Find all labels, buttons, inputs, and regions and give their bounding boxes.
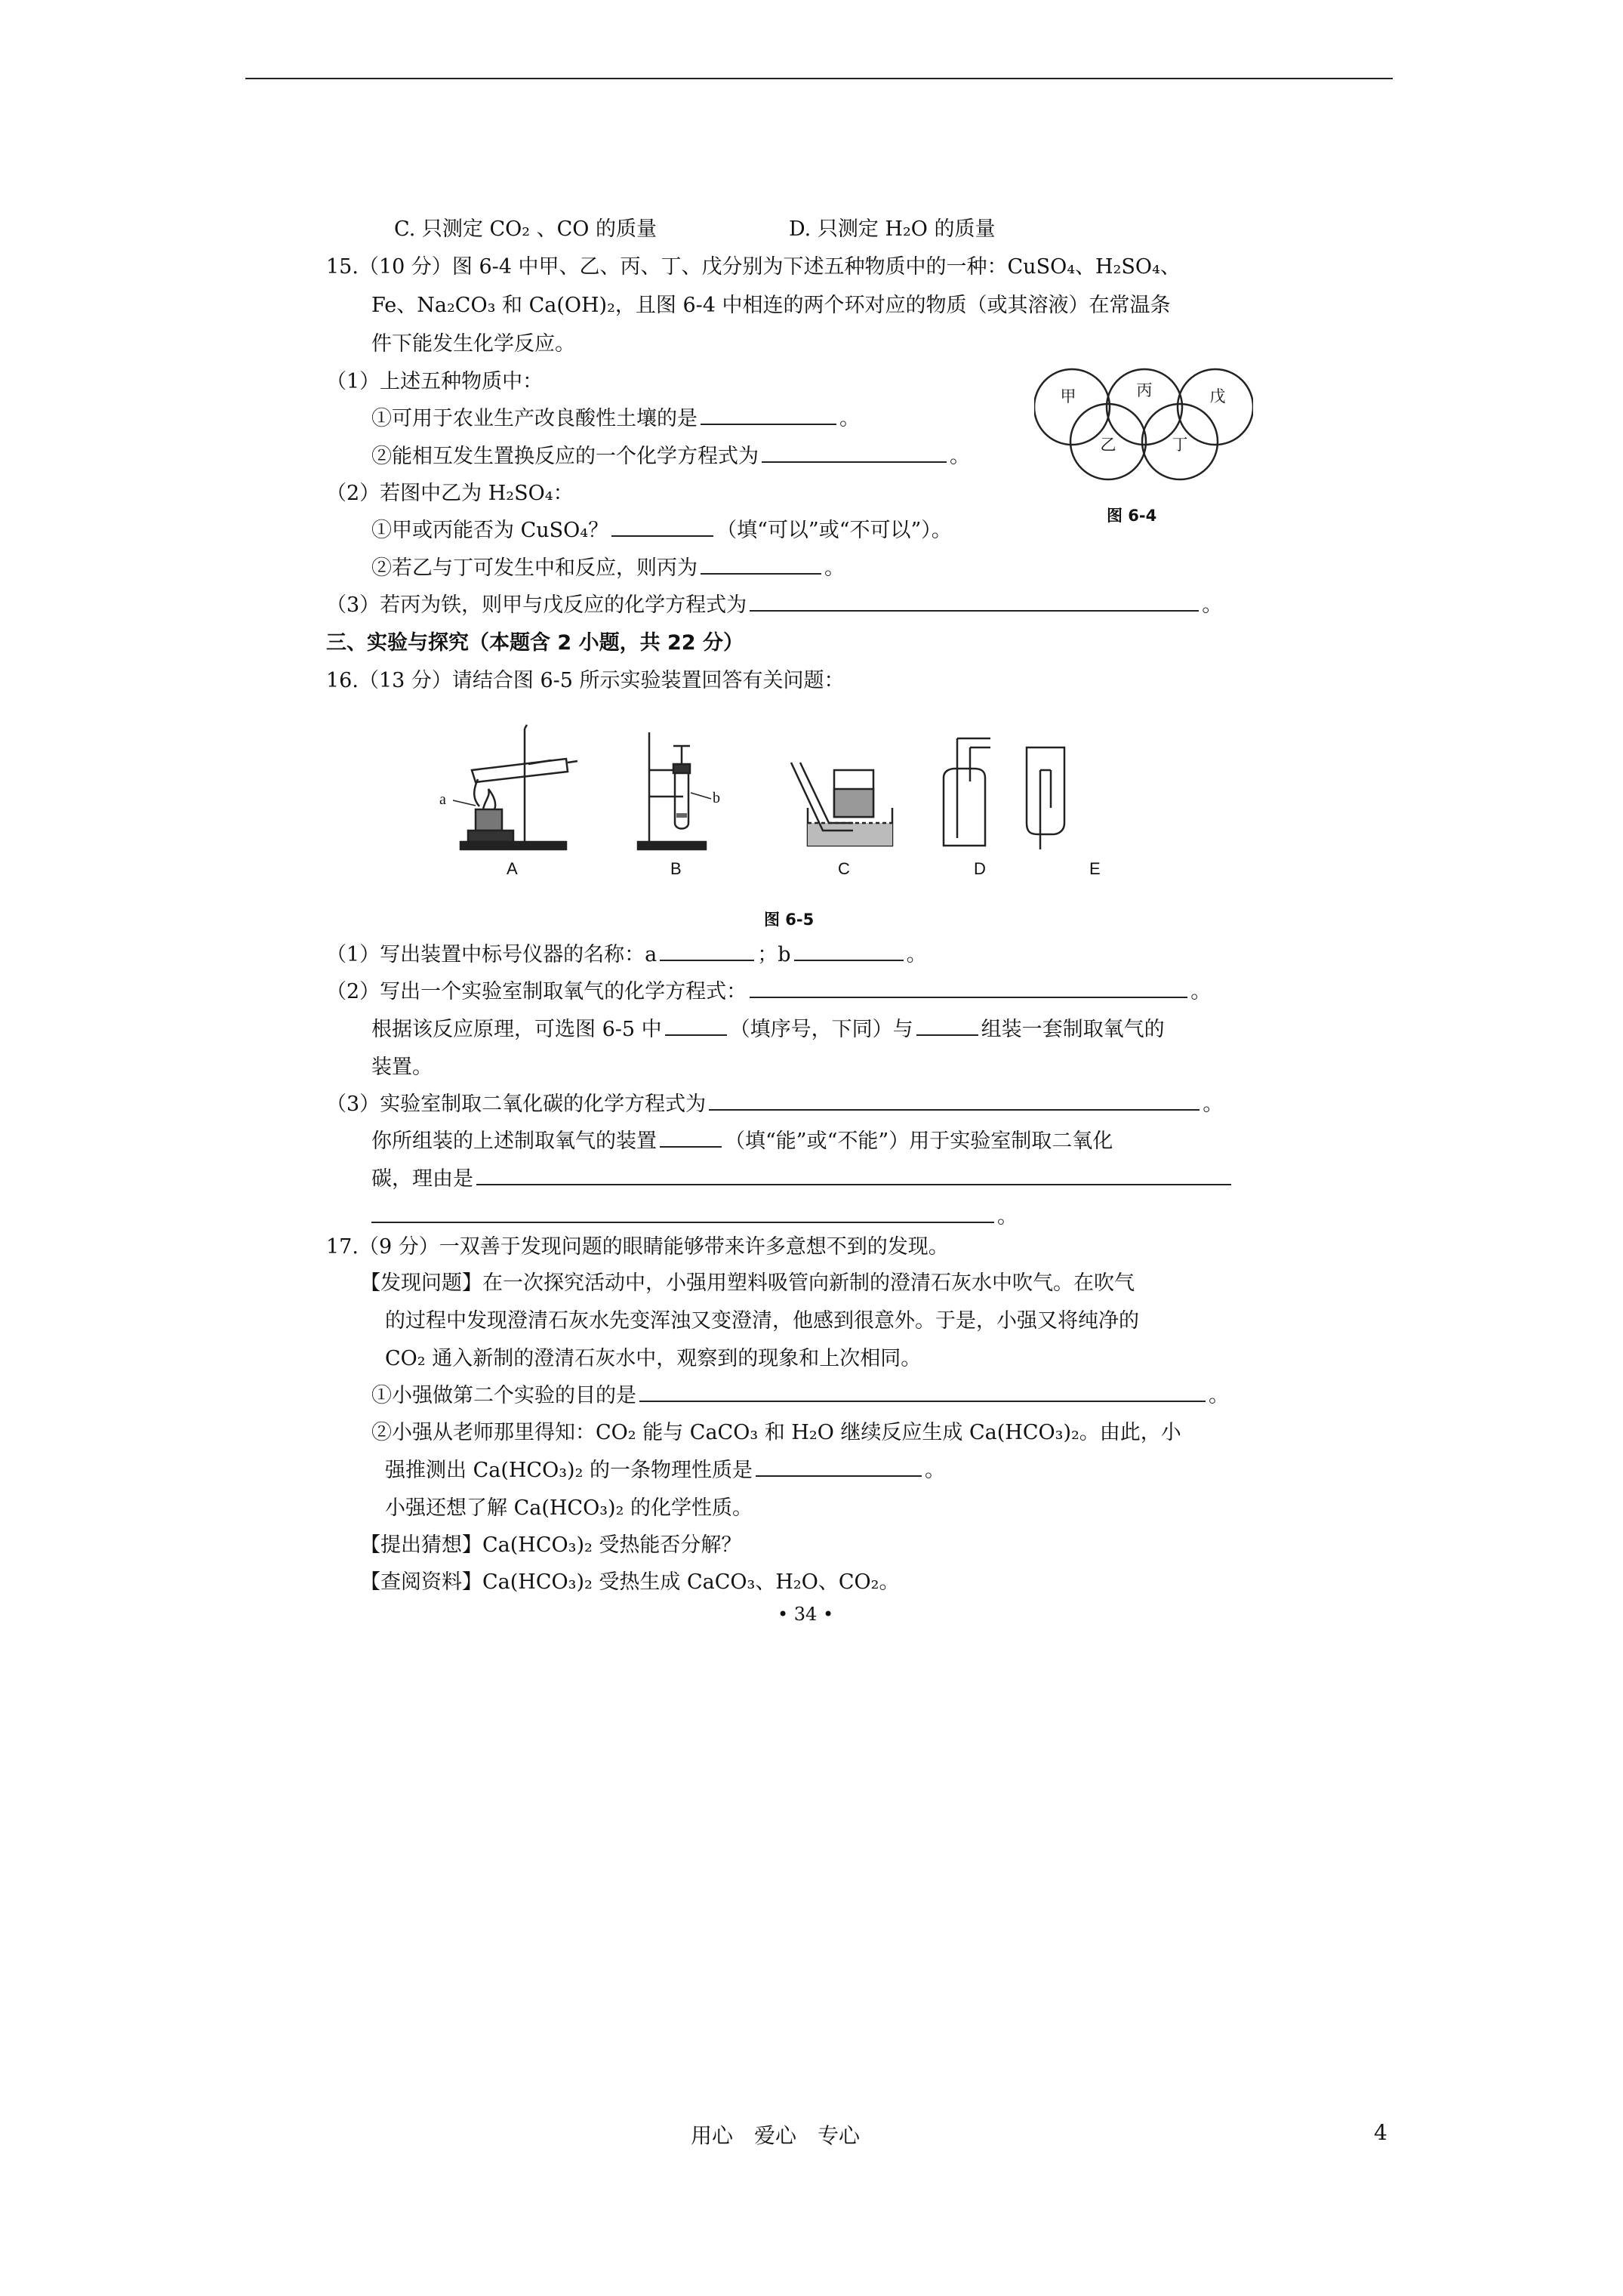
answer-blank[interactable] — [476, 1164, 1231, 1185]
answer-blank[interactable] — [756, 1456, 922, 1477]
apparatus-label-a: A — [507, 859, 518, 878]
label-mark-a: a — [439, 791, 446, 808]
answer-blank[interactable] — [709, 1089, 1200, 1111]
answer-blank[interactable] — [611, 516, 713, 537]
apparatus-d — [944, 738, 990, 846]
q16-line-1: 16.（13 分）请结合图 6-5 所示实验装置回答有关问题： — [326, 669, 845, 692]
apparatus-label-c: C — [838, 859, 850, 878]
q16-part-3: （3）实验室制取二氧化碳的化学方程式为 。 — [326, 1089, 1223, 1120]
apparatus-b — [638, 732, 711, 849]
q16-part-2c: 装置。 — [371, 1056, 433, 1079]
q17-line-8: 小强还想了解 Ca(HCO₃)₂ 的化学性质。 — [385, 1496, 753, 1520]
q15-part-3: （3）若丙为铁，则甲与戊反应的化学方程式为 。 — [326, 590, 1222, 621]
ring-label-ding: 丁 — [1172, 436, 1188, 454]
header-rule — [245, 78, 1393, 79]
answer-blank[interactable] — [665, 1015, 727, 1036]
q17-line-3: 的过程中发现澄清石灰水先变浑浊又变澄清，他感到很意外。于是，小强又将纯净的 — [385, 1309, 1139, 1333]
q17-line-2: 【发现问题】在一次探究活动中，小强用塑料吸管向新制的澄清石灰水中吹气。在吹气 — [360, 1271, 1135, 1295]
answer-blank[interactable] — [660, 1126, 722, 1148]
q16-part-3c: 碳，理由是 — [371, 1164, 1234, 1194]
answer-blank-b[interactable] — [794, 940, 904, 961]
section-3-heading: 三、实验与探究（本题含 2 小题，共 22 分） — [326, 631, 744, 655]
q16-part-3d: 。 — [371, 1202, 1018, 1232]
ring-label-wu: 戊 — [1209, 387, 1226, 405]
answer-blank[interactable] — [701, 553, 821, 575]
q17-line-4: CO₂ 通入新制的澄清石灰水中，观察到的现象和上次相同。 — [385, 1347, 922, 1370]
q15-part-2b: ②若乙与丁可发生中和反应，则丙为 。 — [371, 553, 845, 584]
q17-line-1: 17.（9 分）一双善于发现问题的眼睛能够带来许多意想不到的发现。 — [326, 1235, 949, 1259]
q17-line-6: ②小强从老师那里得知：CO₂ 能与 CaCO₃ 和 H₂O 继续反应生成 Ca(HCO₃)₂。由此，小 — [371, 1421, 1181, 1444]
answer-blank[interactable] — [762, 442, 947, 463]
answer-blank[interactable] — [916, 1015, 978, 1036]
ring-wu — [1178, 369, 1253, 445]
q16-part-1: （1）写出装置中标号仪器的名称：a ；b 。 — [326, 940, 927, 970]
q15-line-3: 件下能发生化学反应。 — [371, 332, 575, 356]
label-mark-b: b — [713, 790, 720, 806]
answer-blank[interactable] — [750, 977, 1187, 998]
q16-part-2b: 根据该反应原理，可选图 6-5 中 （填序号，下同）与 组装一套制取氧气的 — [371, 1015, 1165, 1045]
q15-part-2: （2）若图中乙为 H₂SO₄： — [326, 482, 574, 505]
answer-blank[interactable] — [701, 404, 836, 425]
apparatus-c — [791, 763, 892, 846]
figure-6-5-caption: 图 6-5 — [764, 911, 815, 929]
answer-blank[interactable] — [639, 1381, 1206, 1402]
q15-line-1: 15.（10 分）图 6-4 中甲、乙、丙、丁、戊分别为下述五种物质中的一种：CuSO₄、H₂SO₄、 — [326, 255, 1181, 279]
figure-6-4-rings — [1034, 364, 1253, 485]
figure-6-5-apparatus — [430, 717, 1193, 853]
page-number: 4 — [1374, 2120, 1387, 2145]
apparatus-label-e: E — [1089, 859, 1101, 878]
q16-part-2: （2）写出一个实验室制取氧气的化学方程式： 。 — [326, 977, 1211, 1007]
book-page-marker: • 34 • — [778, 1604, 834, 1625]
ring-label-bing: 丙 — [1136, 381, 1153, 399]
answer-blank[interactable] — [750, 590, 1199, 612]
answer-blank-a[interactable] — [660, 940, 754, 961]
q15-part-2a: ①甲或丙能否为 CuSO₄？ （填“可以”或“不可以”）。 — [371, 516, 952, 546]
q15-part-1a: ①可用于农业生产改良酸性土壤的是 。 — [371, 404, 860, 434]
q17-line-10: 【查阅资料】Ca(HCO₃)₂ 受热生成 CaCO₃、H₂O、CO₂。 — [360, 1570, 900, 1594]
q15-line-2: Fe、Na₂CO₃ 和 Ca(OH)₂，且图 6-4 中相连的两个环对应的物质（或其溶液）在常温条 — [371, 294, 1171, 317]
ring-label-jia: 甲 — [1060, 387, 1076, 405]
option-c: C. 只测定 CO₂ 、CO 的质量 — [394, 217, 658, 241]
apparatus-e — [1027, 747, 1064, 849]
q17-line-7: 强推测出 Ca(HCO₃)₂ 的一条物理性质是 。 — [385, 1456, 945, 1486]
q17-line-5: ①小强做第二个实验的目的是 。 — [371, 1381, 1229, 1411]
apparatus-label-d: D — [974, 859, 986, 878]
figure-6-4-caption: 图 6-4 — [1107, 507, 1157, 525]
answer-blank[interactable] — [371, 1202, 994, 1223]
q17-line-9: 【提出猜想】Ca(HCO₃)₂ 受热能否分解？ — [360, 1533, 742, 1557]
q15-part-1b: ②能相互发生置换反应的一个化学方程式为 。 — [371, 442, 970, 472]
ring-label-yi: 乙 — [1100, 436, 1116, 454]
option-d: D. 只测定 H₂O 的质量 — [789, 217, 996, 241]
apparatus-a — [453, 725, 577, 849]
q15-part-1: （1）上述五种物质中： — [326, 370, 544, 393]
apparatus-label-b: B — [670, 859, 682, 878]
q16-part-3b: 你所组装的上述制取氧气的装置 （填“能”或“不能”）用于实验室制取二氧化 — [371, 1126, 1113, 1157]
footer-motto: 用心 爱心 专心 — [691, 2123, 861, 2148]
